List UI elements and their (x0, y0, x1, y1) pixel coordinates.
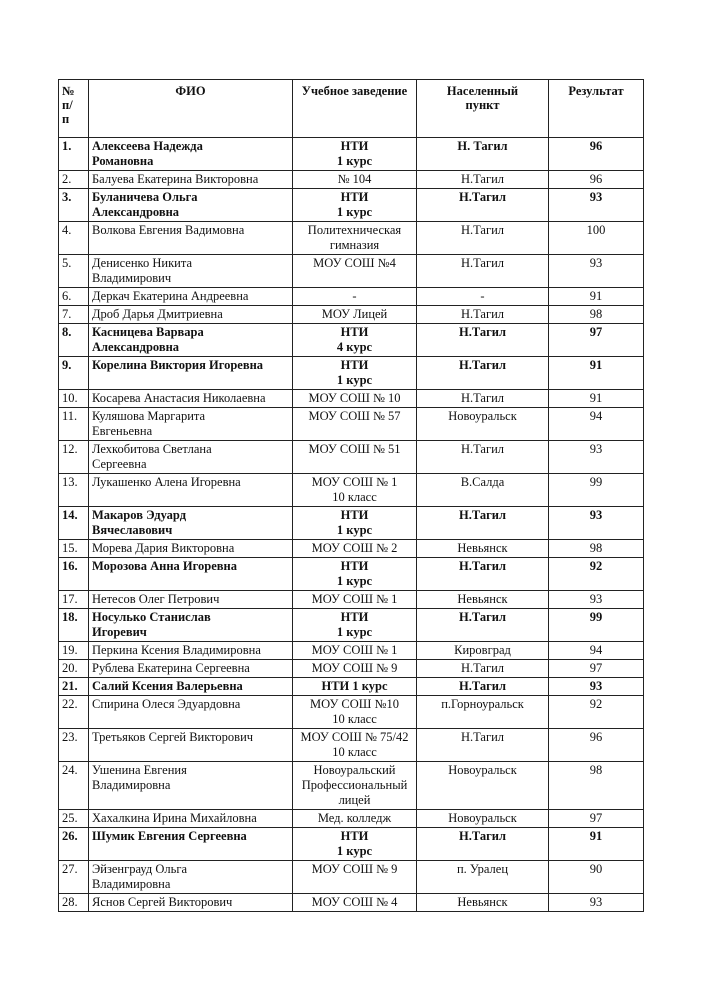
table-row (59, 609, 644, 642)
row-number: 15. (59, 540, 89, 558)
row-city: п.Горноуральск (417, 696, 549, 729)
row-fio (89, 660, 293, 678)
table-row (59, 828, 644, 861)
fio-line: Салий Ксения Валерьевна (92, 679, 243, 693)
row-city: Новоуральск (417, 762, 549, 810)
table-row (59, 189, 644, 222)
row-number: 1. (59, 138, 89, 171)
row-fio (89, 828, 293, 861)
row-school (293, 288, 417, 306)
fio-line: Волкова Евгения Вадимовна (92, 223, 245, 237)
fio-line: Александровна (92, 340, 180, 354)
row-number: 10. (59, 390, 89, 408)
school-line: НТИ (340, 610, 369, 624)
fio-line: Третьяков Сергей Викторович (92, 730, 254, 744)
fio-line: Лехкобитова Светлана (92, 442, 212, 456)
row-fio (89, 591, 293, 609)
row-city: Н. Тагил (417, 138, 549, 171)
fio-line: Перкина Ксения Владимировна (92, 643, 261, 657)
row-score: 91 (549, 828, 644, 861)
row-school (293, 660, 417, 678)
school-line: Политехническая (307, 223, 402, 237)
table-row (59, 660, 644, 678)
fio-line: Евгеньевна (92, 424, 153, 438)
row-score: 96 (549, 729, 644, 762)
table-row (59, 696, 644, 729)
fio-line: Балуева Екатерина Викторовна (92, 172, 259, 186)
row-city: В.Салда (417, 474, 549, 507)
row-number: 14. (59, 507, 89, 540)
row-number: 21. (59, 678, 89, 696)
school-line: 1 курс (336, 625, 373, 639)
row-score: 96 (549, 138, 644, 171)
fio-line: Романовна (92, 154, 154, 168)
row-school (293, 390, 417, 408)
row-city: Новоуральск (417, 408, 549, 441)
row-score: 91 (549, 390, 644, 408)
row-number: 22. (59, 696, 89, 729)
header-city-line: пункт (465, 98, 500, 112)
fio-line: Косарева Анастасия Николаевна (92, 391, 266, 405)
row-score: 92 (549, 696, 644, 729)
table-row (59, 357, 644, 390)
row-number: 16. (59, 558, 89, 591)
row-school (293, 255, 417, 288)
row-school (293, 474, 417, 507)
row-fio (89, 408, 293, 441)
row-fio (89, 390, 293, 408)
fio-line: Корелина Виктория Игоревна (92, 358, 264, 372)
fio-line: Носулько Станислав (92, 610, 211, 624)
school-line: НТИ (340, 508, 369, 522)
header-result: Результат (549, 80, 644, 138)
row-score: 93 (549, 678, 644, 696)
row-number: 13. (59, 474, 89, 507)
fio-line: Ушенина Евгения (92, 763, 187, 777)
fio-line: Лукашенко Алена Игоревна (92, 475, 241, 489)
row-fio (89, 558, 293, 591)
row-number: 27. (59, 861, 89, 894)
school-line: лицей (338, 793, 371, 807)
school-line: Профессиональный (301, 778, 408, 792)
row-city: Н.Тагил (417, 729, 549, 762)
row-number: 18. (59, 609, 89, 642)
row-fio (89, 729, 293, 762)
row-score: 99 (549, 474, 644, 507)
row-school (293, 861, 417, 894)
table-row (59, 222, 644, 255)
row-city: Н.Тагил (417, 324, 549, 357)
school-line: 1 курс (336, 373, 373, 387)
table-row (59, 390, 644, 408)
fio-line: Владимирович (92, 271, 172, 285)
row-school (293, 540, 417, 558)
header-school: Учебное заведение (293, 80, 417, 138)
row-fio (89, 762, 293, 810)
fio-line: Шумик Евгения Сергеевна (92, 829, 247, 843)
row-school (293, 357, 417, 390)
row-fio (89, 324, 293, 357)
row-number: 7. (59, 306, 89, 324)
row-score: 91 (549, 357, 644, 390)
row-fio (89, 861, 293, 894)
school-line: НТИ (340, 559, 369, 573)
row-school (293, 696, 417, 729)
row-city: Н.Тагил (417, 189, 549, 222)
table-row (59, 474, 644, 507)
table-row (59, 540, 644, 558)
school-line: МОУ СОШ № 9 (311, 862, 398, 876)
row-score: 92 (549, 558, 644, 591)
row-fio (89, 357, 293, 390)
row-fio (89, 810, 293, 828)
table-row (59, 324, 644, 357)
row-fio (89, 507, 293, 540)
row-city: Невьянск (417, 540, 549, 558)
fio-line: Нетесов Олег Петрович (92, 592, 220, 606)
fio-line: Александровна (92, 205, 180, 219)
row-number: 9. (59, 357, 89, 390)
row-city: Н.Тагил (417, 609, 549, 642)
row-city: Н.Тагил (417, 678, 549, 696)
table-row (59, 507, 644, 540)
row-fio (89, 540, 293, 558)
header-city (417, 80, 549, 138)
school-line: МОУ СОШ № 1 (311, 643, 398, 657)
row-city: Невьянск (417, 894, 549, 912)
school-line: МОУ СОШ № 1 (311, 592, 398, 606)
fio-line: Морозова Анна Игоревна (92, 559, 237, 573)
row-fio (89, 255, 293, 288)
school-line: МОУ СОШ № 10 (308, 391, 401, 405)
table-row (59, 861, 644, 894)
row-school (293, 762, 417, 810)
school-line: НТИ (340, 190, 369, 204)
row-fio (89, 288, 293, 306)
row-school (293, 609, 417, 642)
header-number (59, 80, 89, 138)
row-city: Невьянск (417, 591, 549, 609)
fio-line: Рублева Екатерина Сергеевна (92, 661, 250, 675)
table-row (59, 558, 644, 591)
school-line: МОУ СОШ № 4 (311, 895, 398, 909)
table-body (59, 138, 644, 912)
row-city: Н.Тагил (417, 390, 549, 408)
school-line: 1 курс (336, 154, 373, 168)
row-score: 98 (549, 306, 644, 324)
table-row (59, 729, 644, 762)
table-row (59, 678, 644, 696)
school-line: 4 курс (336, 340, 373, 354)
header-number-line: п (62, 112, 70, 126)
row-city: Н.Тагил (417, 828, 549, 861)
row-number: 11. (59, 408, 89, 441)
school-line: МОУ СОШ № 57 (308, 409, 401, 423)
school-line: - (352, 289, 357, 303)
row-city: Н.Тагил (417, 255, 549, 288)
school-line: МОУ Лицей (321, 307, 388, 321)
row-city: Н.Тагил (417, 222, 549, 255)
row-school (293, 408, 417, 441)
row-fio (89, 306, 293, 324)
fio-line: Игоревич (92, 625, 147, 639)
school-line: МОУ СОШ № 9 (311, 661, 398, 675)
school-line: № 104 (337, 172, 372, 186)
table-row (59, 591, 644, 609)
row-number: 20. (59, 660, 89, 678)
school-line: НТИ (340, 358, 369, 372)
row-score: 91 (549, 288, 644, 306)
row-number: 12. (59, 441, 89, 474)
row-school (293, 507, 417, 540)
row-school (293, 222, 417, 255)
row-score: 97 (549, 324, 644, 357)
row-school (293, 810, 417, 828)
row-number: 4. (59, 222, 89, 255)
table-header-row (59, 80, 644, 138)
header-city-line: Населенный (446, 84, 519, 98)
row-school (293, 729, 417, 762)
row-number: 5. (59, 255, 89, 288)
table-row (59, 171, 644, 189)
school-line: 10 класс (332, 745, 377, 759)
row-city: Новоуральск (417, 810, 549, 828)
row-fio (89, 171, 293, 189)
row-school (293, 678, 417, 696)
row-school (293, 894, 417, 912)
row-number: 25. (59, 810, 89, 828)
header-number-line: п/ (62, 98, 73, 112)
row-school (293, 138, 417, 171)
row-fio (89, 678, 293, 696)
row-fio (89, 222, 293, 255)
school-line: 1 курс (336, 205, 373, 219)
row-school (293, 324, 417, 357)
row-score: 97 (549, 660, 644, 678)
row-score: 97 (549, 810, 644, 828)
school-line: НТИ (340, 325, 369, 339)
school-line: Мед. колледж (317, 811, 392, 825)
row-fio (89, 441, 293, 474)
table-row (59, 288, 644, 306)
row-number: 26. (59, 828, 89, 861)
school-line: НТИ (340, 829, 369, 843)
table-row (59, 762, 644, 810)
row-number: 8. (59, 324, 89, 357)
table-row (59, 894, 644, 912)
table-row (59, 255, 644, 288)
row-number: 3. (59, 189, 89, 222)
row-city: - (417, 288, 549, 306)
row-number: 23. (59, 729, 89, 762)
school-line: 10 класс (332, 490, 377, 504)
row-city: Н.Тагил (417, 441, 549, 474)
row-fio (89, 894, 293, 912)
row-score: 90 (549, 861, 644, 894)
fio-line: Яснов Сергей Викторович (92, 895, 233, 909)
row-number: 2. (59, 171, 89, 189)
row-number: 19. (59, 642, 89, 660)
row-fio (89, 642, 293, 660)
school-line: МОУ СОШ № 51 (308, 442, 401, 456)
row-score: 93 (549, 189, 644, 222)
row-fio (89, 474, 293, 507)
row-school (293, 171, 417, 189)
row-number: 28. (59, 894, 89, 912)
fio-line: Эйзенграуд Ольга (92, 862, 187, 876)
row-school (293, 306, 417, 324)
row-fio (89, 138, 293, 171)
fio-line: Спирина Олеся Эдуардовна (92, 697, 241, 711)
row-score: 98 (549, 540, 644, 558)
fio-line: Хахалкина Ирина Михайловна (92, 811, 257, 825)
row-city: Н.Тагил (417, 357, 549, 390)
school-line: МОУ СОШ №4 (313, 256, 396, 270)
row-score: 100 (549, 222, 644, 255)
school-line: 10 класс (332, 712, 377, 726)
school-line: НТИ 1 курс (321, 679, 388, 693)
school-line: гимназия (329, 238, 380, 252)
results-table (58, 79, 644, 912)
table-row (59, 642, 644, 660)
row-number: 6. (59, 288, 89, 306)
row-city: Н.Тагил (417, 507, 549, 540)
row-city: Кировград (417, 642, 549, 660)
table-row (59, 441, 644, 474)
fio-line: Деркач Екатерина Андреевна (92, 289, 249, 303)
table-row (59, 810, 644, 828)
row-score: 99 (549, 609, 644, 642)
fio-line: Вячеславович (92, 523, 173, 537)
school-line: МОУ СОШ № 2 (311, 541, 398, 555)
row-school (293, 441, 417, 474)
table-row (59, 306, 644, 324)
school-line: Новоуральский (313, 763, 396, 777)
row-score: 93 (549, 255, 644, 288)
row-school (293, 558, 417, 591)
row-school (293, 642, 417, 660)
school-line: МОУ СОШ № 75/42 (300, 730, 409, 744)
row-school (293, 591, 417, 609)
row-fio (89, 189, 293, 222)
school-line: НТИ (340, 139, 369, 153)
row-score: 96 (549, 171, 644, 189)
row-score: 94 (549, 642, 644, 660)
row-score: 93 (549, 894, 644, 912)
fio-line: Куляшова Маргарита (92, 409, 206, 423)
row-fio (89, 696, 293, 729)
school-line: 1 курс (336, 574, 373, 588)
fio-line: Владимировна (92, 778, 171, 792)
header-number-line: № (62, 84, 75, 98)
fio-line: Морева Дария Викторовна (92, 541, 235, 555)
school-line: МОУ СОШ № 1 (311, 475, 398, 489)
row-number: 24. (59, 762, 89, 810)
fio-line: Касницева Варвара (92, 325, 204, 339)
row-city: Н.Тагил (417, 660, 549, 678)
row-score: 93 (549, 441, 644, 474)
school-line: 1 курс (336, 523, 373, 537)
row-score: 93 (549, 507, 644, 540)
row-score: 94 (549, 408, 644, 441)
row-score: 93 (549, 591, 644, 609)
row-fio (89, 609, 293, 642)
fio-line: Буланичева Ольга (92, 190, 198, 204)
table-row (59, 408, 644, 441)
row-city: Н.Тагил (417, 558, 549, 591)
fio-line: Денисенко Никита (92, 256, 192, 270)
school-line: МОУ СОШ №10 (310, 697, 399, 711)
table-row (59, 138, 644, 171)
school-line: 1 курс (336, 844, 373, 858)
row-city: п. Уралец (417, 861, 549, 894)
fio-line: Дроб Дарья Дмитриевна (92, 307, 223, 321)
row-school (293, 828, 417, 861)
fio-line: Алексеева Надежда (92, 139, 203, 153)
row-score: 98 (549, 762, 644, 810)
header-fio: ФИО (89, 80, 293, 138)
fio-line: Макаров Эдуард (92, 508, 187, 522)
fio-line: Владимировна (92, 877, 171, 891)
fio-line: Сергеевна (92, 457, 147, 471)
row-school (293, 189, 417, 222)
row-city: Н.Тагил (417, 171, 549, 189)
row-city: Н.Тагил (417, 306, 549, 324)
row-number: 17. (59, 591, 89, 609)
